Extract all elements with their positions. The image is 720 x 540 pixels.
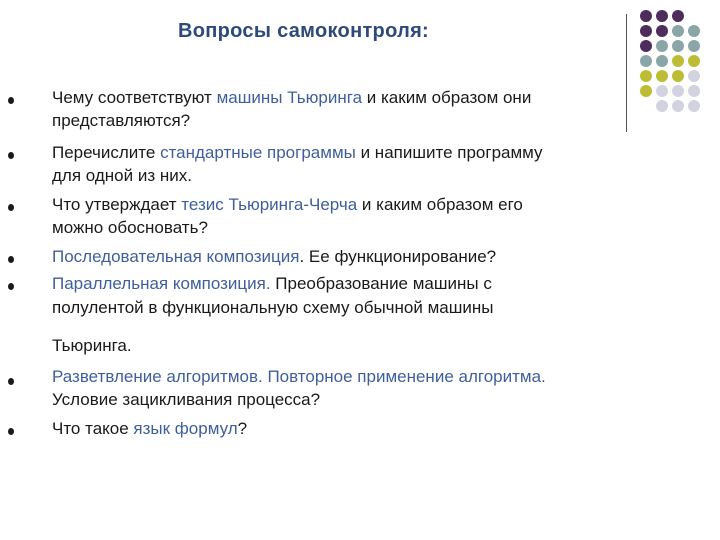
question-line bbox=[52, 165, 192, 187]
highlighted-term: Последовательная композиция bbox=[52, 247, 300, 266]
question-text: и напишите программу bbox=[355, 143, 543, 162]
decorative-dot bbox=[640, 40, 652, 52]
bullet-dot bbox=[8, 204, 14, 211]
bullet-dot bbox=[8, 378, 14, 385]
question-text: . Ее функционирование? bbox=[299, 247, 497, 266]
highlighted-term: стандартные программы bbox=[160, 143, 356, 162]
question-text: Тьюринга. bbox=[52, 336, 132, 355]
question-line bbox=[52, 194, 523, 216]
question-line bbox=[52, 297, 494, 319]
decorative-dot bbox=[672, 25, 684, 37]
decorative-dot bbox=[672, 55, 684, 67]
slide-title: Вопросы самоконтроля: bbox=[178, 20, 430, 42]
question-text: полулентой в функциональную схему обычной машины bbox=[52, 298, 494, 317]
decorative-dot bbox=[688, 55, 700, 67]
decorative-dot bbox=[640, 25, 652, 37]
decorative-dot bbox=[688, 100, 700, 112]
decorative-dot bbox=[656, 70, 668, 82]
decorative-dot bbox=[656, 55, 668, 67]
question-text: Что такое bbox=[52, 419, 134, 438]
decorative-divider bbox=[626, 14, 627, 132]
decorative-dot bbox=[656, 100, 668, 112]
question-text: Преобразование машины с bbox=[270, 274, 492, 293]
question-text: Перечислите bbox=[52, 143, 161, 162]
decorative-dot bbox=[672, 85, 684, 97]
highlighted-term: машины Тьюринга bbox=[216, 88, 363, 107]
decorative-dot bbox=[640, 85, 652, 97]
highlighted-term: язык формул bbox=[133, 419, 238, 438]
highlighted-term: Разветвление алгоритмов. Повторное применение алгоритма. bbox=[52, 367, 546, 386]
decorative-dot bbox=[688, 25, 700, 37]
highlighted-term: тезис Тьюринга-Черча bbox=[181, 195, 358, 214]
question-line bbox=[52, 418, 247, 440]
bullet-dot bbox=[8, 256, 14, 263]
decorative-dot bbox=[640, 55, 652, 67]
decorative-dot bbox=[672, 100, 684, 112]
decorative-dot bbox=[672, 40, 684, 52]
decorative-dot bbox=[656, 40, 668, 52]
question-text: и каким образом они bbox=[362, 88, 532, 107]
bullet-dot bbox=[8, 283, 14, 290]
decorative-dot bbox=[656, 85, 668, 97]
decorative-dot bbox=[656, 10, 668, 22]
decorative-dot bbox=[688, 85, 700, 97]
question-line bbox=[52, 335, 132, 357]
bullet-dot bbox=[8, 97, 14, 104]
question-line bbox=[52, 366, 546, 388]
decorative-dot bbox=[688, 70, 700, 82]
decorative-dot bbox=[656, 25, 668, 37]
question-text: Чему соответствуют bbox=[52, 88, 217, 107]
question-line bbox=[52, 87, 531, 109]
question-line bbox=[52, 246, 496, 268]
question-text: Что утверждает bbox=[52, 195, 182, 214]
bullet-dot bbox=[8, 428, 14, 435]
question-text: и каким образом его bbox=[357, 195, 523, 214]
decorative-dot bbox=[640, 70, 652, 82]
question-line bbox=[52, 142, 543, 164]
question-text: можно обосновать? bbox=[52, 218, 208, 237]
question-text: Условие зацикливания процесса? bbox=[52, 390, 321, 409]
question-text: представляются? bbox=[52, 111, 191, 130]
highlighted-term: Параллельная композиция. bbox=[52, 274, 271, 293]
question-line bbox=[52, 217, 208, 239]
decorative-dot bbox=[688, 40, 700, 52]
decorative-dot bbox=[672, 70, 684, 82]
bullet-dot bbox=[8, 152, 14, 159]
decorative-dot bbox=[640, 10, 652, 22]
question-line bbox=[52, 273, 492, 295]
question-line bbox=[52, 110, 190, 132]
question-text: ? bbox=[237, 419, 248, 438]
decorative-dot bbox=[672, 10, 684, 22]
question-text: для одной из них. bbox=[52, 166, 192, 185]
question-line bbox=[52, 389, 320, 411]
